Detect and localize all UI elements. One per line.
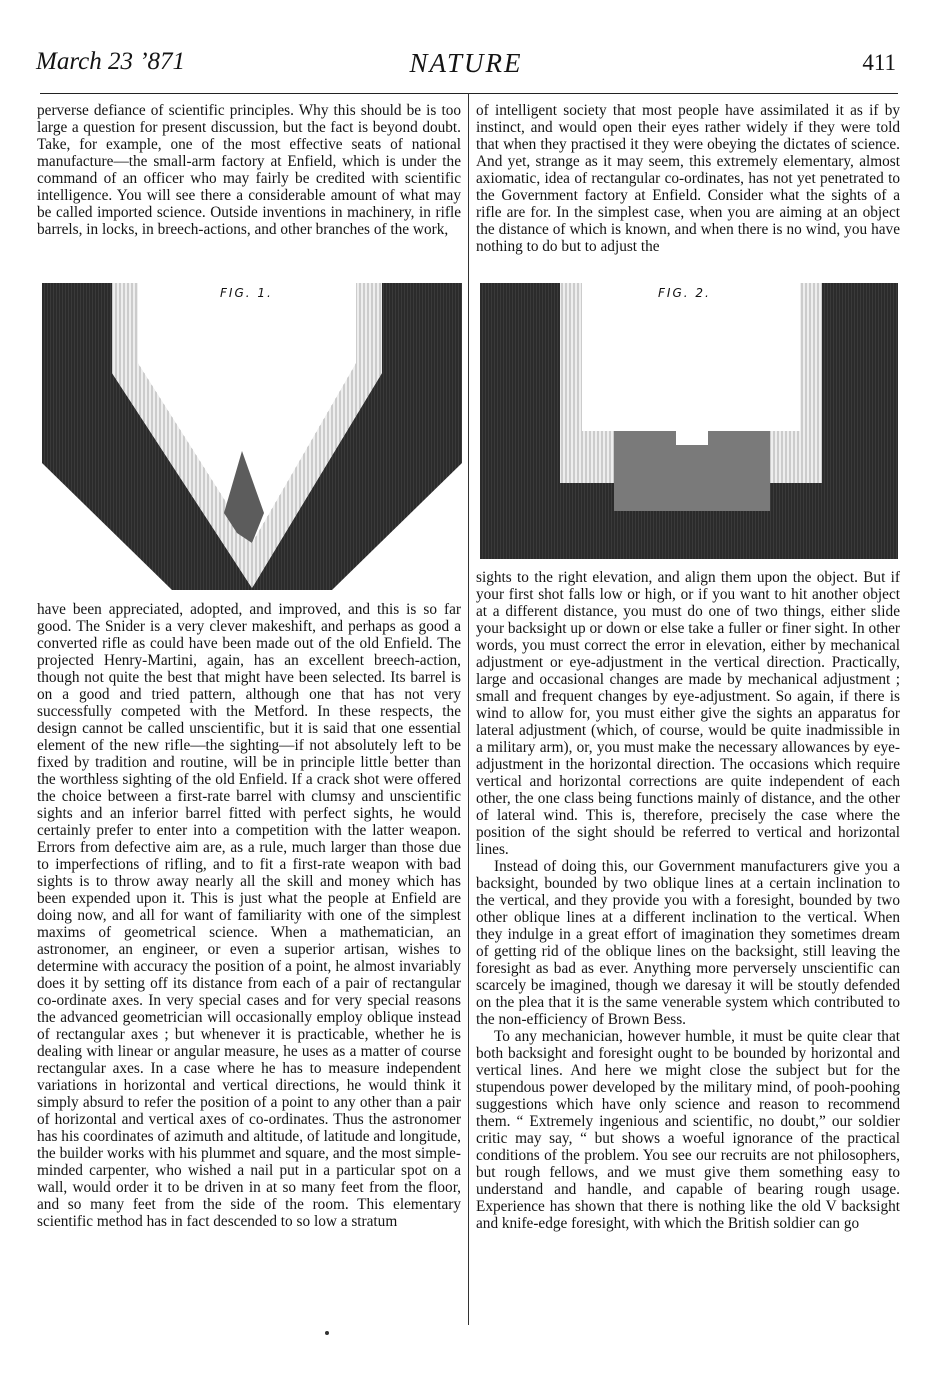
column-left-top xyxy=(37,102,461,238)
figure-1-label: FIG. 1. xyxy=(220,286,273,300)
paragraph: Instead of doing this, our Government manufacturers give you a backsight, bounded by two oblique lines at a certain inclination to the vertical, and they provide you with a foresight, bounded by two other oblique lines at a different inclination to the vertical. When they indulge in a great effort of imagination they sometimes dream of getting rid of the oblique lines on the backsight, still leaving the foresight as bad as ever. Anything more perversely unscientific can scarcely be imagined, though we daresay it will be stoutly defended on the plea that it is the same venerable system which contributed to the non-efficiency of Brown Bess. xyxy=(476,858,900,1028)
column-right-top xyxy=(476,102,900,255)
figure-1-v-backsight xyxy=(42,283,462,590)
column-left-bottom xyxy=(37,601,461,1230)
figure-2-label: FIG. 2. xyxy=(658,286,711,300)
journal-title: NATURE xyxy=(409,48,523,78)
column-right-bottom xyxy=(476,569,900,1232)
paragraph: perverse defiance of scientific principles. Why this should be is too large a question for present discussion, but the fact is beyond doubt. Take, for example, one of the most effective seats of national manufacture—the small-arm factory at Enfield, which is under the command of an officer who may fairly be credited with scientific intelligence. You will see there a considerable amount of what may be called imported science. Outside inventions in machinery, in rifle barrels, in locks, in breech-actions, and other branches of the work, xyxy=(37,102,461,238)
printers-mark xyxy=(325,1331,329,1335)
foresight-notch xyxy=(676,431,708,445)
paragraph: To any mechanician, however humble, it must be quite clear that both backsight and foresight ought to be bounded by horizontal and vertical lines. And here we might close the subject but for the stupendous power developed by the military mind, of pooh-poohing suggestions which have only science and reason to recommend them. “ Extremely ingenious and scientific, no doubt,” our soldier critic may say, “ but shows a woeful ignorance of the practical conditions of the problem. You see our recruits are not philosophers, but rough fellows, and we must give them something easy to understand and handle, and capable of bearing rough usage. Experience has shown that there is nothing like the old V backsight and knife-edge foresight, with which the British soldier can go xyxy=(476,1028,900,1232)
paragraph: have been appreciated, adopted, and improved, and this is so far good. The Snider is a very clever makeshift, and perhaps as good a converted rifle as could have been made out of the old Enfield. The projected Henry-Martini, again, has an excellent breech-action, though not quite the best that might have been selected. Its barrel is on a good and tried pattern, although one that has not very successfully competed with the Metford. In these respects, the design cannot be called unscientific, but it is said that one essential element of the new rifle—the sighting—if not absolutely left to be fixed by tradition and routine, will be in principle little better than the worthless sighting of the old Enfield. If a crack shot were offered the choice between a first-rate barrel with clumsy and unscientific sights and an inferior barrel fitted with perfect sights, he would certainly prefer to enter into a competition with the latter weapon. Errors from defective aim are, as a rule, much larger than those due to imperfections of rifling, and to fit a first-rate weapon with bad sights is to throw away nearly all the skill and money which has been expended upon it. This is just what the people at Enfield are doing now, and all for want of familiarity with one of the simplest maxims of geometrical science. When a mathematician, an astronomer, an engineer, or even a superior artisan, wishes to determine with accuracy the position of a point, he almost invariably does it by setting off its distance from each of a pair of rectangular co-ordinate axes. In very special cases and for very special reasons the advanced geometrician will occasionally employ oblique instead of rectangular axes ; but whenever it is practicable, whether he is dealing with linear or angular measure, he uses as a matter of course rectangular axes. In a case where he has to measure independent variations in horizontal and vertical directions, he would think it simply absurd to refer the position of a point to any other than a pair of horizontal and vertical axes of co-ordinates. Thus the astronomer has his coordinates of azimuth and altitude, of latitude and longitude, the builder works with his plummet and square, and the most simple-minded carpenter, who wished a nail put in a particular spot on a wall, would order it to be driven in at so many feet from the floor, and so many feet from the side of the room. This elementary scientific method has in fact descended to so low a stratum xyxy=(37,601,461,1230)
header-rule xyxy=(40,93,898,94)
header-date: March 23 ’871 xyxy=(36,48,186,75)
figure-2-square-backsight xyxy=(480,283,898,559)
running-header xyxy=(36,48,896,86)
notch-opening xyxy=(582,283,800,431)
paragraph: sights to the right elevation, and align them upon the object. But if your first shot falls low or high, or if you want to hit another object at a different distance, you must do one of two things, either slide your backsight up or down or else take a fuller or finer sight. In other words, you must correct the error in elevation, either by mechanical adjustment or eye-adjustment in the vertical direction. Practically, large and occasional changes are made by mechanical adjustment ; small and frequent changes by eye-adjustment. So again, if there is wind to allow for, you must either give the sights an apparatus for lateral adjustment (which, of course, would be quite inadmissible in a military arm), or, you must make the necessary allowances by eye-adjustment in the horizontal direction. The occasions which require vertical and horizontal corrections are quite independent of each other, the one class being functions mainly of distance, and the other of lateral wind. This is, therefore, precisely the case where the position of the sight should be referred to vertical and horizontal lines. xyxy=(476,569,900,858)
page-number: 411 xyxy=(862,50,896,75)
paragraph: of intelligent society that most people have assimilated it as if by instinct, and would open their eyes rather widely if they were told that when they practised it they were obeying the dictates of science. And yet, strange as it may seem, this extremely elementary, almost axiomatic, idea of rectangular co-ordinates, has not yet penetrated to the Government factory at Enfield. Consider what the sights of a rifle are for. In the simplest case, when you are aiming at an object the distance of which is known, and when there is no wind, you have nothing to do but to adjust the xyxy=(476,102,900,255)
column-divider xyxy=(468,93,469,1325)
